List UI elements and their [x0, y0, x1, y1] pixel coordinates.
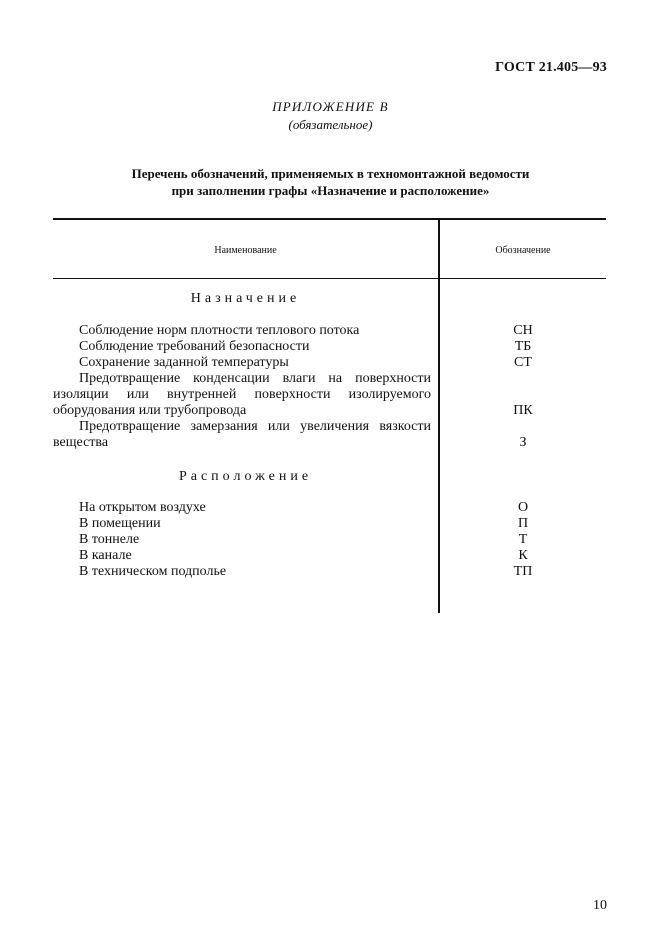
item-code: ТП	[513, 564, 533, 579]
item-code: К	[518, 548, 528, 563]
document-title	[0, 165, 661, 199]
item-code: ПК	[513, 403, 533, 418]
item-name: В техническом подполье	[79, 564, 227, 579]
appendix-subtitle: (обязательное)	[288, 117, 373, 132]
document-code: ГОСТ 21.405—93	[495, 60, 607, 75]
list-item	[53, 371, 431, 419]
item-code: СН	[513, 323, 533, 338]
page-number: 10	[593, 898, 607, 913]
appendix-title: ПРИЛОЖЕНИЕ В	[272, 99, 389, 114]
list-item	[53, 419, 431, 451]
section-title-location: Расположение	[178, 469, 313, 484]
list-item	[53, 339, 431, 355]
item-name: Соблюдение требований безопасности	[79, 339, 310, 354]
item-name: Соблюдение норм плотности теплового потока	[79, 323, 360, 338]
title-line-2: при заполнении графы «Назначение и расположение»	[171, 183, 490, 198]
table-header-rule	[53, 278, 606, 279]
column-header-code: Обозначение	[495, 245, 551, 256]
item-name: На открытом воздухе	[79, 500, 206, 515]
section-title-purpose: Назначение	[190, 291, 301, 306]
list-item	[53, 564, 431, 580]
item-code: СТ	[514, 355, 532, 370]
item-name: В помещении	[79, 516, 161, 531]
item-name-line: изоляции или внутренней поверхности изолируемого	[53, 387, 431, 402]
list-item	[53, 532, 431, 548]
item-name-line: вещества	[53, 435, 109, 450]
item-name-line: Предотвращение конденсации влаги на поверхности	[79, 371, 431, 386]
item-code: ТБ	[514, 339, 532, 354]
item-name-line: Предотвращение замерзания или увеличения вязкости	[79, 419, 431, 434]
list-item	[53, 500, 431, 516]
item-code: З	[519, 435, 527, 450]
item-name: В тоннеле	[79, 532, 140, 547]
list-item	[53, 548, 431, 564]
list-item	[53, 516, 431, 532]
item-code: П	[517, 516, 529, 531]
column-header-name: Наименование	[214, 245, 277, 256]
item-code: Т	[518, 532, 528, 547]
item-name: Сохранение заданной температуры	[79, 355, 289, 370]
item-code: О	[517, 500, 529, 515]
title-line-1: Перечень обозначений, применяемых в техномонтажной ведомости	[131, 166, 530, 181]
table-top-rule	[53, 218, 606, 220]
list-item	[53, 355, 431, 371]
item-name: В канале	[79, 548, 132, 563]
item-name-line: оборудования или трубопровода	[53, 403, 247, 418]
list-item	[53, 323, 431, 339]
